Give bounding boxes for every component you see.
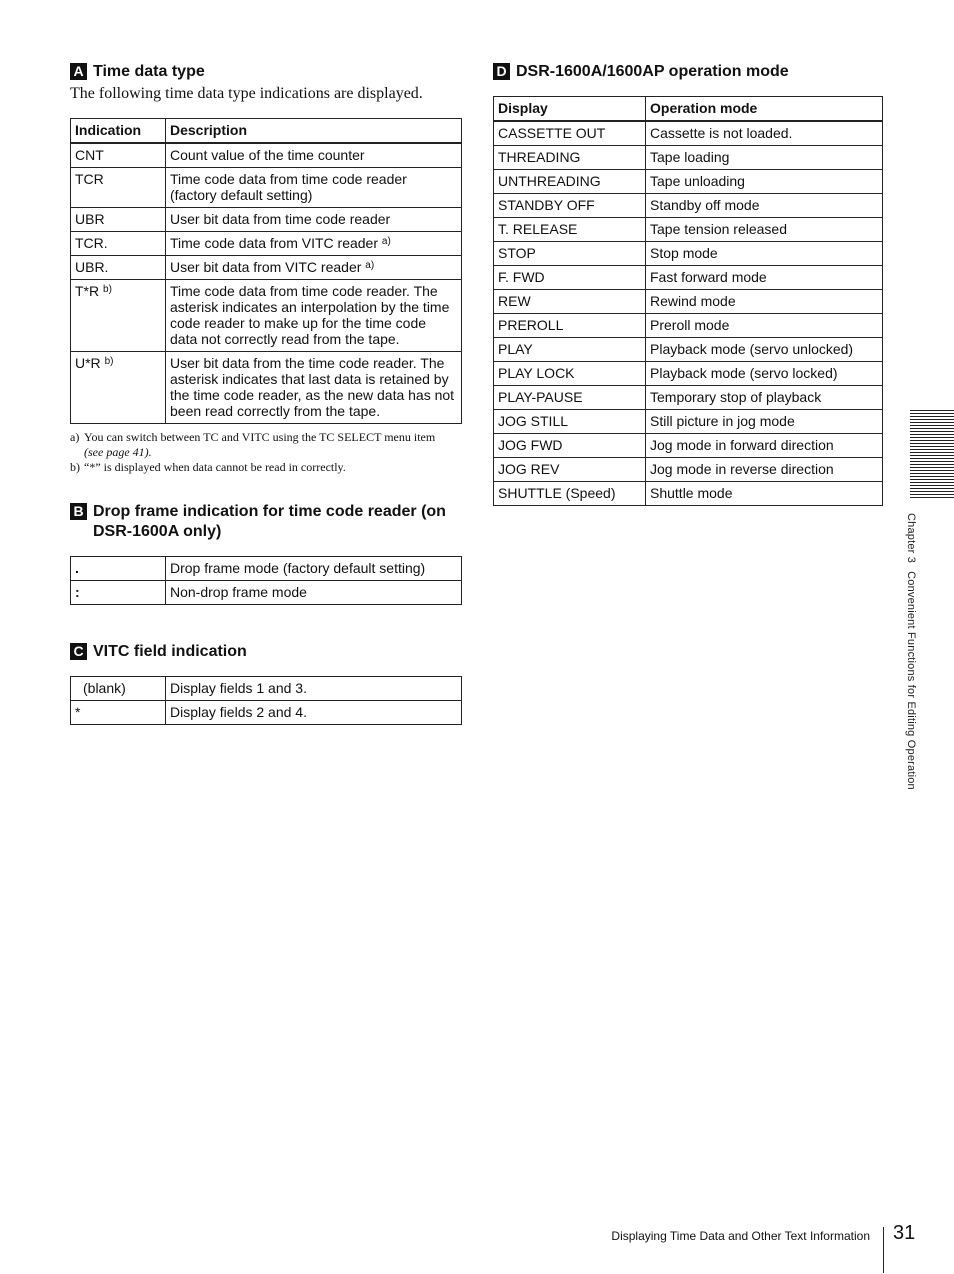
table-row xyxy=(71,352,462,424)
section-c-heading xyxy=(70,642,462,662)
section-d-heading xyxy=(493,62,883,82)
indication-text: UBR. xyxy=(75,259,109,275)
header-description: Description xyxy=(166,119,462,144)
vitc-field-rows xyxy=(71,677,462,725)
table-row xyxy=(71,280,462,352)
side-chapter-number: Chapter 3 xyxy=(905,513,917,564)
table-row xyxy=(71,256,462,280)
operation-mode-cell: Stop mode xyxy=(646,242,883,266)
drop-frame-rows xyxy=(71,557,462,605)
indication-text: CNT xyxy=(75,147,104,163)
indication-cell xyxy=(71,168,166,208)
section-operation-mode xyxy=(493,62,883,506)
time-data-type-table xyxy=(70,118,462,424)
table-row xyxy=(71,208,462,232)
indication-cell xyxy=(71,256,166,280)
footnote-sub: (see page 41). xyxy=(84,445,152,459)
description-cell: Display fields 1 and 3. xyxy=(166,677,462,701)
table-row xyxy=(71,168,462,208)
operation-mode-cell: Fast forward mode xyxy=(646,266,883,290)
description-cell xyxy=(166,352,462,424)
display-cell: REW xyxy=(494,290,646,314)
table-row xyxy=(71,143,462,168)
indication-cell xyxy=(71,352,166,424)
description-footnote-ref: a) xyxy=(381,236,391,247)
description-text: Count value of the time counter xyxy=(170,147,365,163)
section-vitc-field xyxy=(70,642,462,725)
section-b-letter: B xyxy=(70,503,87,520)
table-row xyxy=(71,581,462,605)
section-b-title: Drop frame indication for time code reader (on DSR-1600A only) xyxy=(93,503,446,540)
side-chapter-title: Convenient Functions for Editing Operation xyxy=(905,571,917,790)
chapter-thumb-tab xyxy=(910,410,954,500)
table-row xyxy=(494,458,883,482)
description-cell xyxy=(166,168,462,208)
symbol-cell: : xyxy=(71,581,166,605)
section-a-title: Time data type xyxy=(93,63,205,80)
symbol-cell: (blank) xyxy=(71,677,166,701)
header-indication: Indication xyxy=(71,119,166,144)
display-cell: JOG FWD xyxy=(494,434,646,458)
table-row xyxy=(494,218,883,242)
table-row xyxy=(494,314,883,338)
description-footnote-ref: a) xyxy=(365,260,375,271)
description-cell: Drop frame mode (factory default setting) xyxy=(166,557,462,581)
operation-mode-cell: Jog mode in forward direction xyxy=(646,434,883,458)
indication-cell xyxy=(71,208,166,232)
description-cell: Non-drop frame mode xyxy=(166,581,462,605)
table-row xyxy=(494,290,883,314)
indication-footnote-ref: b) xyxy=(103,284,112,295)
display-cell: PLAY-PAUSE xyxy=(494,386,646,410)
side-chapter-label xyxy=(905,513,917,790)
table-row xyxy=(494,242,883,266)
operation-mode-cell: Tape tension released xyxy=(646,218,883,242)
section-c-letter: C xyxy=(70,643,87,660)
description-cell xyxy=(166,143,462,168)
table-row xyxy=(71,557,462,581)
footnotes xyxy=(70,430,462,475)
operation-mode-cell: Cassette is not loaded. xyxy=(646,121,883,146)
indication-text: UBR xyxy=(75,211,105,227)
table-row xyxy=(494,146,883,170)
left-column xyxy=(70,62,462,725)
operation-mode-cell: Still picture in jog mode xyxy=(646,410,883,434)
section-b-heading xyxy=(70,502,462,542)
footnote-text: “*” is displayed when data cannot be read in correctly. xyxy=(84,460,346,474)
footnote-mark: a) xyxy=(70,430,80,444)
display-cell: STOP xyxy=(494,242,646,266)
table-row xyxy=(71,232,462,256)
table-row xyxy=(494,410,883,434)
table-row xyxy=(494,482,883,506)
description-cell xyxy=(166,256,462,280)
display-cell: JOG STILL xyxy=(494,410,646,434)
section-a-heading xyxy=(70,62,462,82)
section-c-title: VITC field indication xyxy=(93,643,247,660)
display-cell: UNTHREADING xyxy=(494,170,646,194)
description-text: User bit data from the time code reader. The asterisk indicates that last data is retained by the time code reader, as the new data has not been read correctly from the tape. xyxy=(170,355,455,419)
operation-mode-cell: Shuttle mode xyxy=(646,482,883,506)
indication-cell xyxy=(71,280,166,352)
operation-mode-cell: Playback mode (servo locked) xyxy=(646,362,883,386)
section-d-letter: D xyxy=(493,63,510,80)
display-cell: F. FWD xyxy=(494,266,646,290)
time-data-type-rows xyxy=(71,143,462,424)
table-row xyxy=(494,338,883,362)
drop-frame-table xyxy=(70,556,462,605)
table-row xyxy=(494,121,883,146)
display-cell: PLAY xyxy=(494,338,646,362)
section-time-data-type xyxy=(70,62,462,475)
operation-mode-table xyxy=(493,96,883,506)
operation-mode-cell: Tape unloading xyxy=(646,170,883,194)
operation-mode-cell: Standby off mode xyxy=(646,194,883,218)
footer-divider xyxy=(883,1227,884,1273)
indication-text: TCR. xyxy=(75,235,108,251)
display-cell: STANDBY OFF xyxy=(494,194,646,218)
table-row xyxy=(494,194,883,218)
operation-mode-cell: Temporary stop of playback xyxy=(646,386,883,410)
description-text: Time code data from time code reader. The asterisk indicates an interpolation by the time code reader to make up for the time code data not correctly read from the tape. xyxy=(170,283,450,347)
table-row xyxy=(71,677,462,701)
operation-mode-cell: Preroll mode xyxy=(646,314,883,338)
operation-mode-cell: Jog mode in reverse direction xyxy=(646,458,883,482)
indication-cell xyxy=(71,232,166,256)
table-header-row xyxy=(71,119,462,144)
description-cell xyxy=(166,208,462,232)
operation-mode-rows xyxy=(494,121,883,506)
description-text: User bit data from VITC reader xyxy=(170,259,362,275)
description-text: User bit data from time code reader xyxy=(170,211,391,227)
display-cell: T. RELEASE xyxy=(494,218,646,242)
indication-cell xyxy=(71,143,166,168)
footer-section-title: Displaying Time Data and Other Text Information xyxy=(611,1229,870,1243)
section-a-letter: A xyxy=(70,63,87,80)
footnote-item xyxy=(70,430,462,460)
operation-mode-cell: Playback mode (servo unlocked) xyxy=(646,338,883,362)
header-operation-mode: Operation mode xyxy=(646,97,883,122)
symbol-cell: . xyxy=(71,557,166,581)
section-d-title: DSR-1600A/1600AP operation mode xyxy=(516,63,789,80)
display-cell: PLAY LOCK xyxy=(494,362,646,386)
description-text: Time code data from VITC reader xyxy=(170,235,379,251)
indication-footnote-ref: b) xyxy=(104,356,114,367)
symbol-cell: * xyxy=(71,701,166,725)
table-row xyxy=(494,362,883,386)
description-cell xyxy=(166,232,462,256)
operation-mode-cell: Tape loading xyxy=(646,146,883,170)
right-column xyxy=(493,62,883,506)
operation-mode-cell: Rewind mode xyxy=(646,290,883,314)
description-text: Time code data from time code reader (factory default setting) xyxy=(170,171,407,203)
table-row xyxy=(494,386,883,410)
description-cell: Display fields 2 and 4. xyxy=(166,701,462,725)
section-drop-frame xyxy=(70,502,462,605)
display-cell: CASSETTE OUT xyxy=(494,121,646,146)
table-row xyxy=(494,266,883,290)
vitc-field-table xyxy=(70,676,462,725)
header-display: Display xyxy=(494,97,646,122)
display-cell: THREADING xyxy=(494,146,646,170)
table-row xyxy=(71,701,462,725)
indication-text: U*R xyxy=(75,355,101,371)
page-number: 31 xyxy=(893,1222,916,1244)
display-cell: JOG REV xyxy=(494,458,646,482)
indication-text: T*R xyxy=(75,283,100,299)
description-cell xyxy=(166,280,462,352)
footnote-text: You can switch between TC and VITC using the TC SELECT menu item xyxy=(84,430,436,444)
section-a-intro: The following time data type indications are displayed. xyxy=(70,85,423,102)
footnote-item xyxy=(70,460,462,475)
footnote-mark: b) xyxy=(70,460,80,474)
table-row xyxy=(494,170,883,194)
display-cell: SHUTTLE (Speed) xyxy=(494,482,646,506)
indication-text: TCR xyxy=(75,171,104,187)
table-header-row xyxy=(494,97,883,122)
display-cell: PREROLL xyxy=(494,314,646,338)
table-row xyxy=(494,434,883,458)
